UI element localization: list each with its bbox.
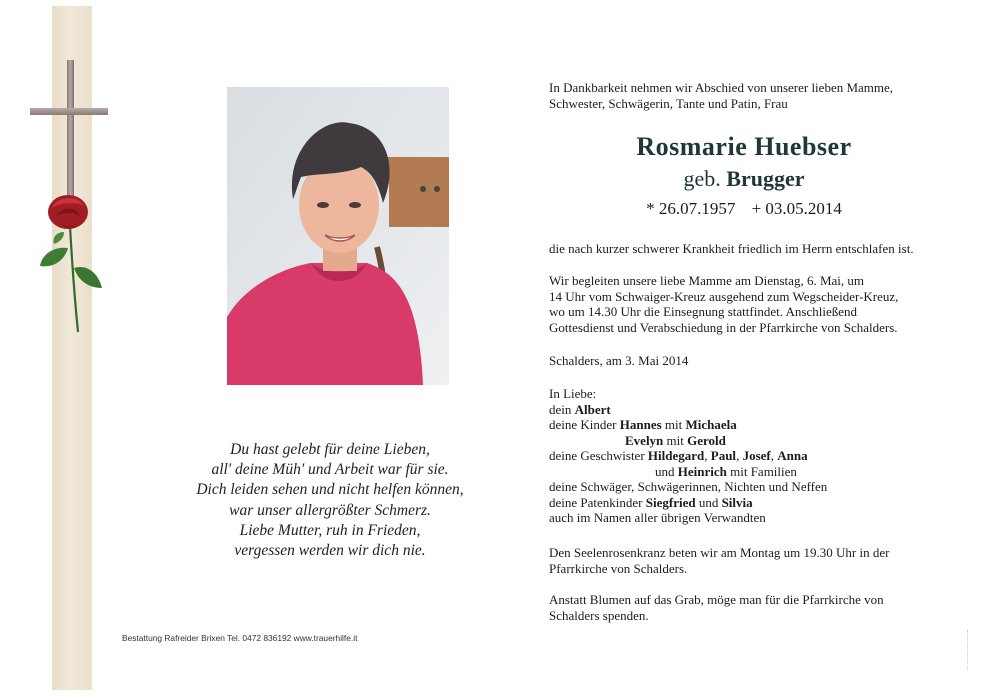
- funeral-home-footer: Bestattung Rafreider Brixen Tel. 0472 836192 www.trauerhilfe.it: [122, 633, 358, 643]
- death-date: + 03.05.2014: [751, 199, 842, 218]
- mourner-name: Silvia: [721, 494, 753, 510]
- poem-line: Liebe Mutter, ruh in Frieden,: [239, 521, 421, 539]
- poem: [170, 440, 490, 561]
- mourner-name: Evelyn: [625, 432, 664, 448]
- intro-text: [549, 80, 949, 111]
- text: deine Kinder: [549, 417, 620, 432]
- mourner-name: Michaela: [685, 417, 737, 432]
- life-dates: [549, 199, 939, 219]
- mourners-list: [549, 386, 949, 526]
- mourner-line: [549, 448, 949, 464]
- scan-edge: [967, 630, 974, 670]
- mourner-name: Heinrich: [677, 463, 727, 479]
- mourner-line: [549, 464, 949, 480]
- rosary-line: Den Seelenrosenkranz beten wir am Montag um 19.30 Uhr in der: [549, 545, 890, 560]
- mourner-name: Anna: [777, 448, 808, 463]
- funeral-line: Gottesdienst und Verabschiedung in der Pfarrkirche von Schalders.: [549, 319, 898, 335]
- text: ,: [736, 448, 743, 463]
- cross-icon: [67, 60, 74, 202]
- funeral-details: [549, 273, 949, 335]
- poem-line: all' deine Müh' und Arbeit war für sie.: [211, 461, 449, 479]
- text: deine Patenkinder: [549, 494, 646, 510]
- maiden-name: [549, 166, 939, 192]
- text: dein: [549, 401, 575, 417]
- cross-icon-bar: [30, 108, 108, 115]
- place-date: [549, 353, 949, 369]
- mourner-name: Albert: [574, 401, 611, 417]
- flowers-text: [549, 592, 949, 623]
- mourner-name: Josef: [742, 448, 771, 463]
- text: mit Familien: [726, 463, 797, 479]
- place-date-line: Schalders, am 3. Mai 2014: [549, 353, 689, 368]
- funeral-line: wo um 14.30 Uhr die Einsegnung stattfindet. Anschließend: [549, 304, 857, 319]
- portrait-photo: [227, 87, 449, 385]
- mourner-name: Siegfried: [645, 494, 696, 510]
- mourner-name: Hildegard: [647, 448, 705, 463]
- text: ,: [704, 448, 711, 463]
- maiden-surname: Brugger: [726, 166, 805, 191]
- mourner-name: Paul: [710, 448, 737, 463]
- mourner-line: auch im Namen aller übrigen Verwandten: [549, 510, 766, 525]
- intro-line: In Dankbarkeit nehmen wir Abschied von unserer lieben Mamme,: [549, 80, 894, 95]
- flowers-line: Schalders spenden.: [549, 607, 649, 623]
- mourner-name: Hannes: [619, 417, 662, 432]
- mourner-line: [549, 402, 949, 418]
- mourners-heading: In Liebe:: [549, 386, 597, 401]
- text: ,: [770, 448, 778, 463]
- passing-text: [549, 241, 949, 257]
- poem-line: Dich leiden sehen und nicht helfen können,: [196, 481, 464, 499]
- text: und: [695, 494, 722, 510]
- poem-line: vergessen werden wir dich nie.: [234, 542, 426, 560]
- rosary-text: [549, 545, 949, 576]
- poem-line: war unser allergrößter Schmerz.: [229, 501, 431, 519]
- text: mit: [663, 432, 688, 448]
- mourner-line: [549, 495, 949, 511]
- passing-line: die nach kurzer schwerer Krankheit friedlich im Herrn entschlafen ist.: [549, 241, 914, 256]
- birth-date: * 26.07.1957: [646, 199, 736, 218]
- maiden-prefix: geb.: [683, 166, 721, 191]
- intro-line: Schwester, Schwägerin, Tante und Patin, Frau: [549, 95, 788, 111]
- text: mit: [661, 417, 686, 432]
- mourner-name: Gerold: [687, 432, 726, 448]
- mourner-line: deine Schwäger, Schwägerinnen, Nichten und Neffen: [549, 479, 828, 494]
- mourner-line: [549, 433, 949, 449]
- poem-line: Du hast gelebt für deine Lieben,: [230, 441, 430, 458]
- funeral-line: 14 Uhr vom Schwaiger-Kreuz ausgehend zum Wegscheider-Kreuz,: [549, 288, 899, 304]
- funeral-line: Wir begleiten unsere liebe Mamme am Dienstag, 6. Mai, um: [549, 273, 864, 288]
- text: deine Geschwister: [549, 448, 648, 463]
- deceased-name: Rosmarie Huebser: [636, 132, 852, 161]
- rose-icon: [34, 192, 106, 338]
- text: und: [655, 463, 678, 479]
- flowers-line: Anstatt Blumen auf das Grab, möge man für die Pfarrkirche von: [549, 592, 884, 607]
- rosary-line: Pfarrkirche von Schalders.: [549, 560, 688, 576]
- mourner-line: [549, 417, 949, 433]
